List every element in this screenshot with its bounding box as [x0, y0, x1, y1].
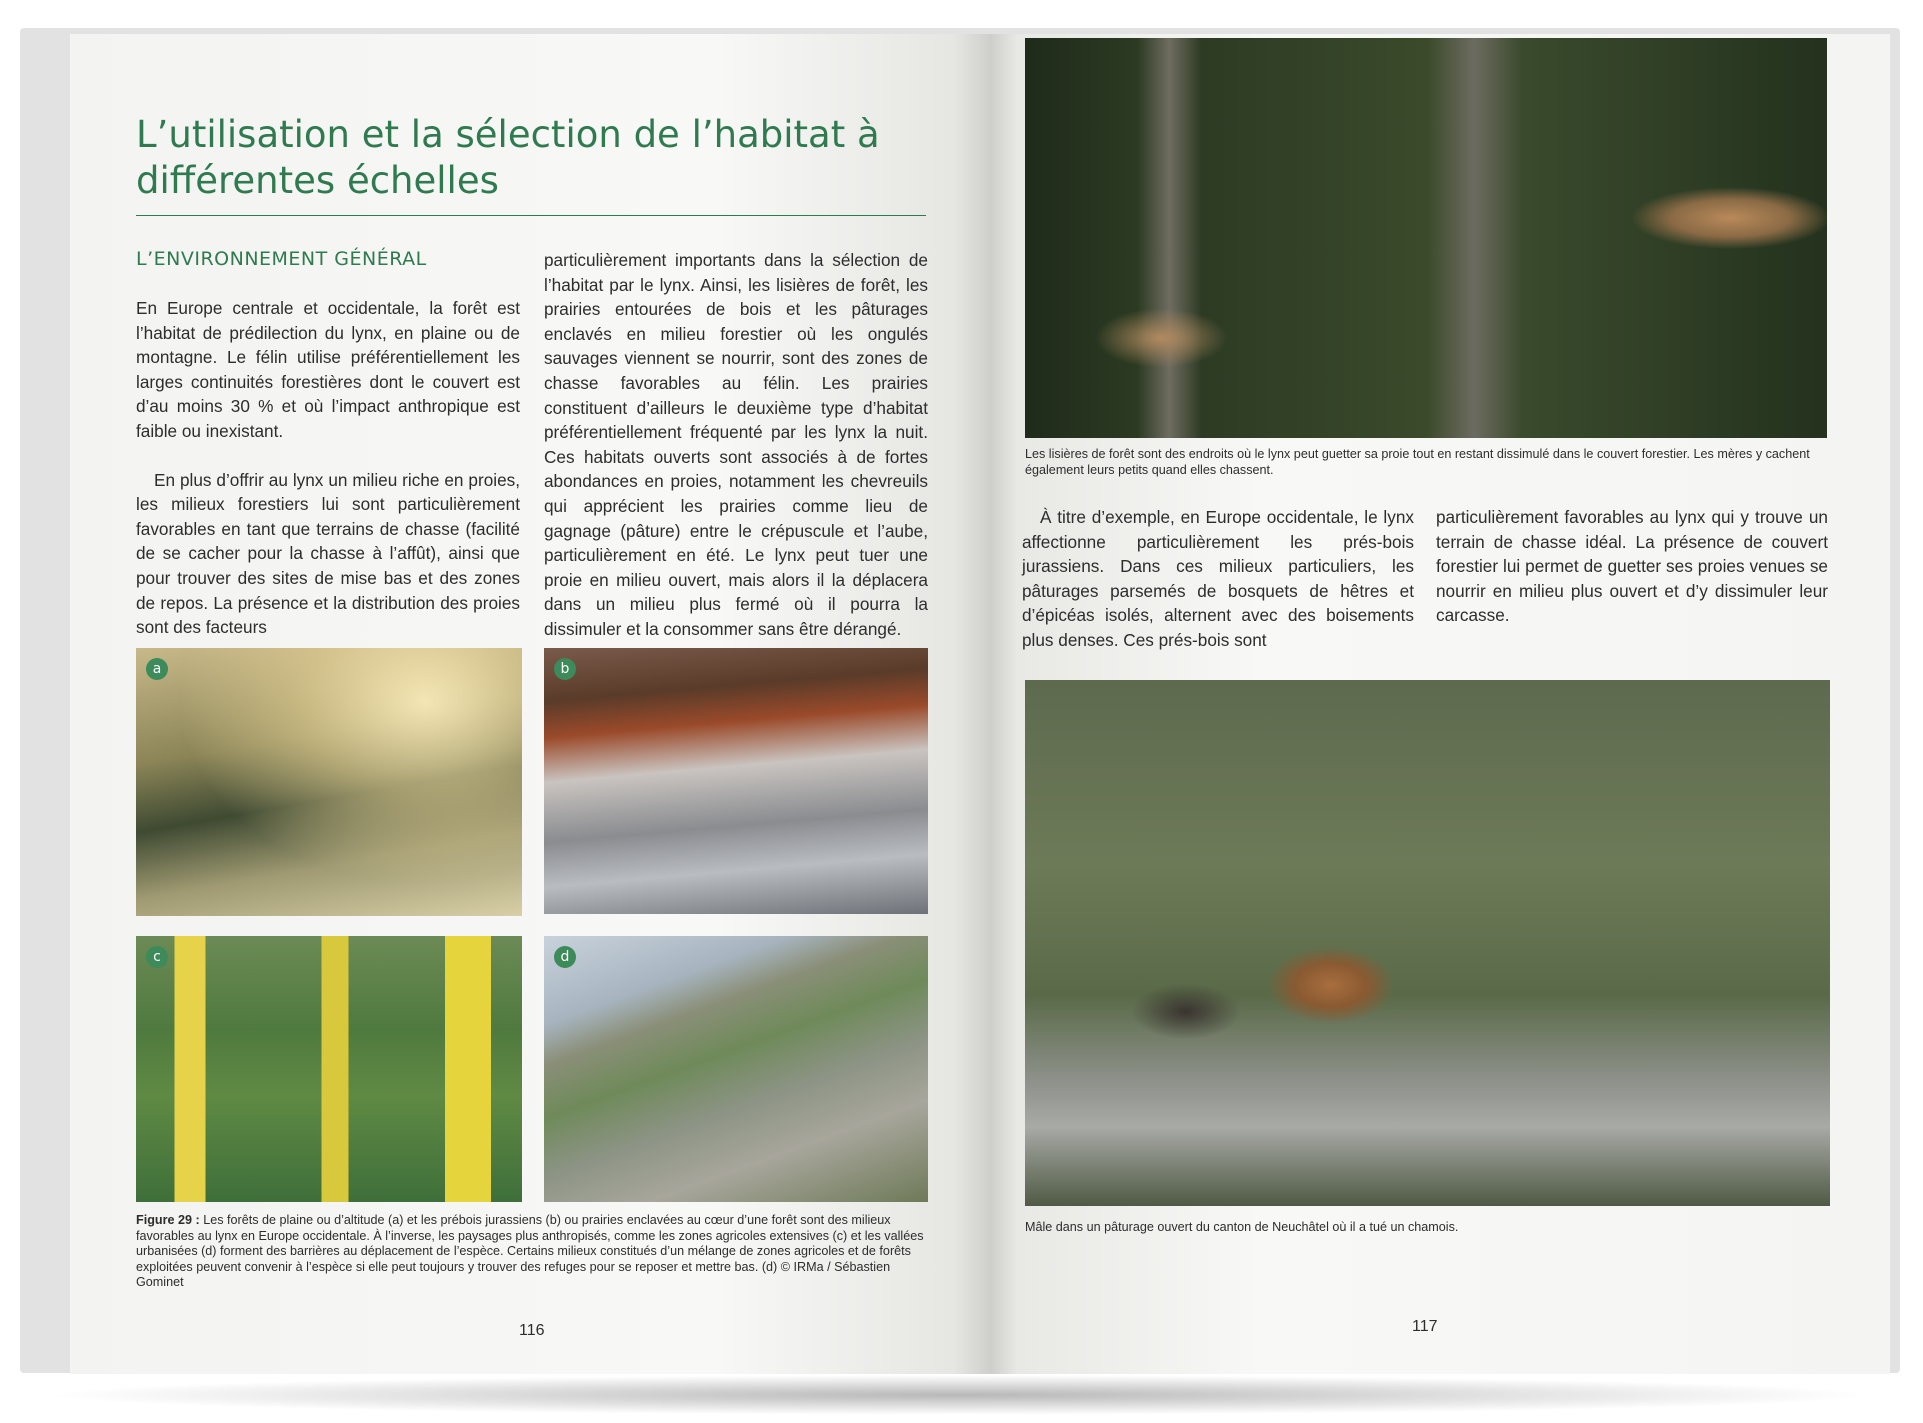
paragraph: particulièrement importants dans la sélection de l’habitat par le lynx. Ainsi, les lisières de forêt, les prairies entourées de bois et les pâturages enclavés en milieu forestier où les ongulés sauvages viennent se nourrir, sont des zones de chasse favorables au félin. Les prairies constituent d’ailleurs le deuxième type d’habitat préférentiellement fréquenté par les lynx la nuit. Ces habitats ouverts sont associés à de fortes abondances en proies, notamment les chevreuils qui apprécient les prairies comme lieu de gagnage (pâture) entre le crépuscule et l’aube, particulièrement en été. Le lynx peut tuer une proie en milieu ouvert, mais alors il la déplacera dans un milieu plus fermé où il pourra la dissimuler et la consommer sans être dérangé. [544, 250, 928, 639]
photo-label-badge: b [554, 658, 576, 680]
photo-forest-mist [136, 648, 522, 916]
right-column-1 [1022, 505, 1414, 653]
paragraph: À titre d’exemple, en Europe occidentale, le lynx affectionne particulièrement les prés-bois jurassiens. Dans ces milieux particuliers, les pâturages parsemés de bosquets de hêtres et d’épicéas isolés, alternent avec des boisements plus denses. Ces prés-bois sont [1022, 507, 1414, 650]
title-divider [136, 215, 926, 216]
figure-caption-label: Figure 29 : [136, 1213, 200, 1227]
photo-label-badge: c [146, 946, 168, 968]
right-column-2 [1436, 505, 1828, 628]
photo-agricultural-fields [136, 936, 522, 1202]
paragraph: particulièrement favorables au lynx qui y trouve un terrain de chasse idéal. La présence de couvert forestier lui permet de guetter ses proies venues se nourrir en milieu plus ouvert et d’y dissimuler leur carcasse. [1436, 507, 1828, 626]
photo-valley-fog [544, 648, 928, 914]
photo-lynx-forest-edge [1025, 38, 1827, 438]
photo-caption: Les lisières de forêt sont des endroits où le lynx peut guetter sa proie tout en restant dissimulé dans le couvert forestier. Les mères y cachent également leurs petits quand elles chassent. [1025, 447, 1810, 477]
left-column-1 [136, 296, 520, 640]
photo-urbanized-valley [544, 936, 928, 1202]
photo-lynx-pasture [1025, 680, 1830, 1206]
book-shadow [40, 1375, 1880, 1415]
paragraph: En Europe centrale et occidentale, la forêt est l’habitat de prédilection du lynx, en plaine ou de montagne. Le félin utilise préférentiellement les larges continuités forestières dont le couvert est d’au moins 30 % et où l’impact anthropique est faible ou inexistant. [136, 298, 520, 441]
photo-label-badge: a [146, 658, 168, 680]
section-heading: L’ENVIRONNEMENT GÉNÉRAL [136, 248, 427, 270]
paragraph: En plus d’offrir au lynx un milieu riche en proies, les milieux forestiers lui sont particulièrement favorables en tant que terrains de chasse (facilité de se cacher pour la chasse à l’affût), ainsi que pour trouver des sites de mise bas et des zones de repos. La présence et la distribution des proies sont des facteurs [136, 469, 520, 638]
photo-label-badge: d [554, 946, 576, 968]
left-column-2 [544, 248, 928, 642]
page-number-left: 116 [519, 1322, 545, 1339]
figure-caption [136, 1213, 930, 1291]
page-number-right: 117 [1412, 1318, 1438, 1335]
photo-caption: Mâle dans un pâturage ouvert du canton de Neuchâtel où il a tué un chamois. [1025, 1220, 1459, 1234]
figure-caption-text: Les forêts de plaine ou d’altitude (a) et les prébois jurassiens (b) ou prairies enclavées au cœur d’une forêt sont des milieux favorables au lynx en Europe occidentale. À l’inverse, les paysages plus anthropisés, comme les zones agricoles extensives (c) et les vallées urbanisées (d) forment des barrières au déplacement de l’espèce. Certains milieux constitués d’un mélange de zones agricoles et de forêts exploitées peuvent convenir à l’espèce si elle peut toujours y trouver des refuges pour se reposer et mettre bas. (d) © IRMa / Sébastien Gominet [136, 1213, 924, 1290]
page-title: L’utilisation et la sélection de l’habitat à différentes échelles [136, 113, 880, 202]
